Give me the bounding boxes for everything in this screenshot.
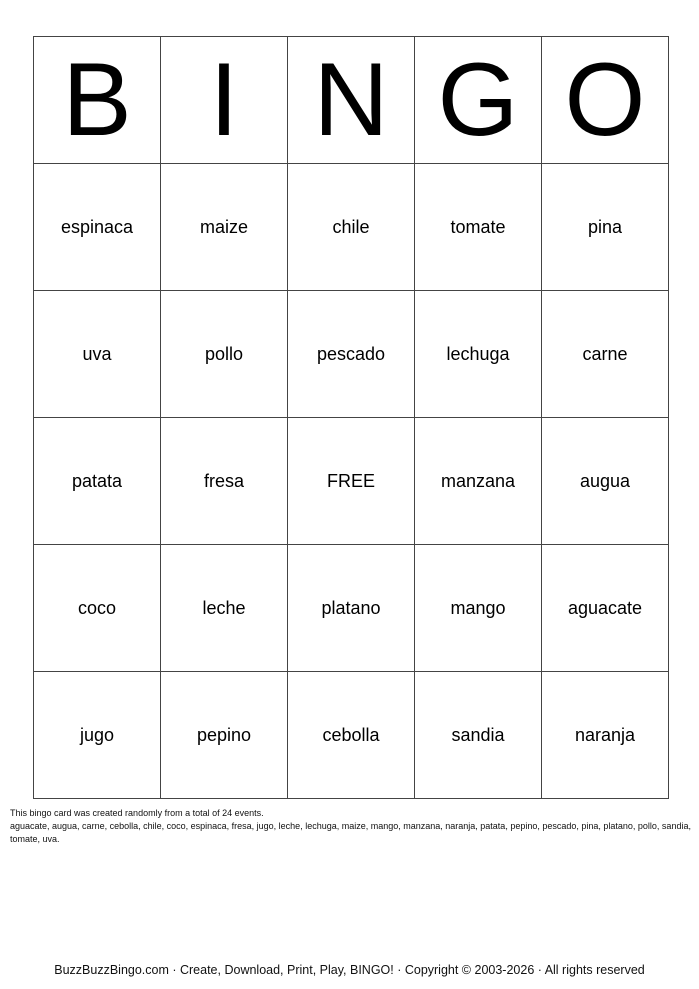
bingo-cell: pina: [542, 164, 669, 291]
page-footer: BuzzBuzzBingo.com · Create, Download, Print, Play, BINGO! · Copyright © 2003-2026 · All rights reserved: [54, 963, 645, 977]
bingo-cell: sandia: [415, 672, 542, 799]
bingo-row: [34, 545, 669, 672]
header-letter-i: I: [161, 37, 288, 164]
header-letter-g: G: [415, 37, 542, 164]
bingo-row: [34, 672, 669, 799]
bingo-cell: chile: [288, 164, 415, 291]
bingo-cell: uva: [34, 291, 161, 418]
bingo-cell: augua: [542, 418, 669, 545]
card-info-summary: This bingo card was created randomly from a total of 24 events.: [10, 808, 264, 818]
bingo-card: [33, 36, 669, 799]
bingo-cell: lechuga: [415, 291, 542, 418]
bingo-cell: pescado: [288, 291, 415, 418]
bingo-row: [34, 418, 669, 545]
header-letter-o: O: [542, 37, 669, 164]
bingo-cell: coco: [34, 545, 161, 672]
bingo-cell: carne: [542, 291, 669, 418]
bingo-cell: naranja: [542, 672, 669, 799]
header-letter-n: N: [288, 37, 415, 164]
bingo-cell: leche: [161, 545, 288, 672]
bingo-row: [34, 164, 669, 291]
card-info: [10, 807, 692, 846]
header-letter-b: B: [34, 37, 161, 164]
bingo-cell: maize: [161, 164, 288, 291]
bingo-cell: mango: [415, 545, 542, 672]
free-space-cell: FREE: [288, 418, 415, 545]
bingo-header-row: [34, 37, 669, 164]
bingo-cell: manzana: [415, 418, 542, 545]
bingo-cell: fresa: [161, 418, 288, 545]
bingo-cell: pollo: [161, 291, 288, 418]
bingo-cell: cebolla: [288, 672, 415, 799]
bingo-row: [34, 291, 669, 418]
bingo-cell: aguacate: [542, 545, 669, 672]
bingo-cell: espinaca: [34, 164, 161, 291]
bingo-cell: tomate: [415, 164, 542, 291]
bingo-cell: pepino: [161, 672, 288, 799]
bingo-cell: jugo: [34, 672, 161, 799]
card-info-word-list: aguacate, augua, carne, cebolla, chile, coco, espinaca, fresa, jugo, leche, lechuga, maize, mango, manzana, naranja, patata, pepino, pescado, pina, platano, pollo, sandia, tomate, uva.: [10, 821, 691, 845]
bingo-cell: platano: [288, 545, 415, 672]
bingo-cell: patata: [34, 418, 161, 545]
